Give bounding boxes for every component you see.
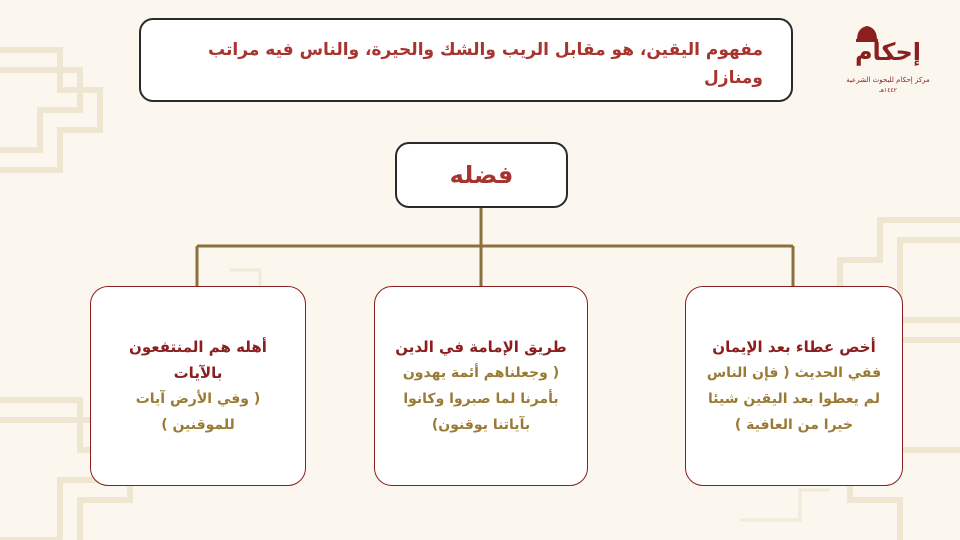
brand-logo bbox=[842, 24, 934, 98]
logo-date: ١٤٤٢هـ bbox=[879, 87, 897, 94]
card-benefit-from-signs bbox=[90, 286, 306, 486]
card-text: ( وفي الأرض آيات للموقنين ) bbox=[135, 391, 261, 433]
card-title: طريق الإمامة في الدين bbox=[395, 338, 567, 356]
hub-title: فضله bbox=[395, 142, 568, 208]
card-best-gift bbox=[685, 286, 903, 486]
card-path-to-leadership bbox=[374, 286, 588, 486]
card-title: أخص عطاء بعد الإيمان bbox=[712, 338, 876, 356]
logo-name: إحكام bbox=[854, 38, 922, 66]
intro-definition-box: مفهوم اليقين، هو مقابل الريب والشك والحيرة، والناس فيه مراتب ومنازل bbox=[139, 18, 793, 102]
logo-subtitle: مركز إحكام للبحوث الشرعية bbox=[846, 76, 930, 84]
card-text: ففي الحديث ( فإن الناس لم يعطوا بعد اليقين شيئا خيرا من العافية ) bbox=[706, 365, 882, 433]
card-title: أهله هم المنتفعون بالآيات bbox=[129, 338, 267, 382]
card-text: ( وجعلناهم أئمة يهدون بأمرنا لما صبروا وكانوا بآياتنا يوقنون) bbox=[402, 365, 560, 433]
